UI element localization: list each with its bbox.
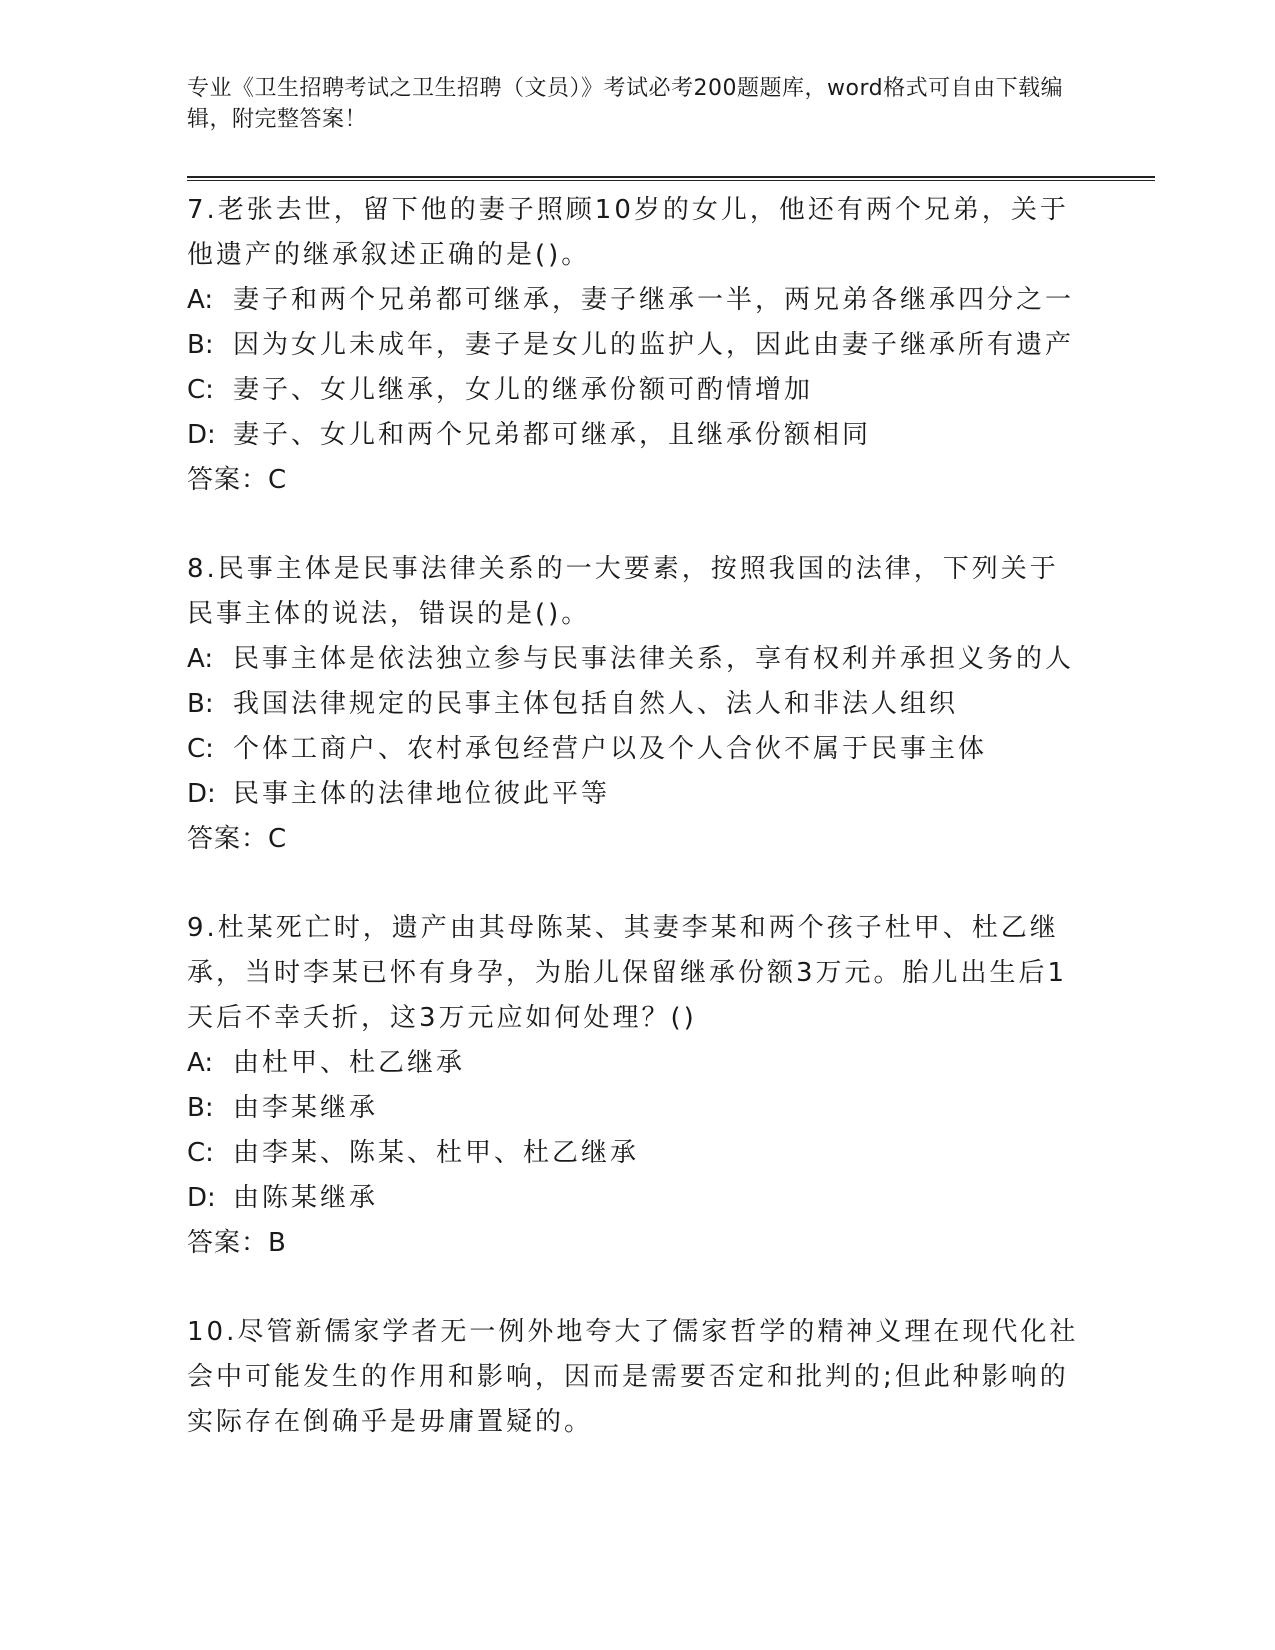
option-text: 我国法律规定的民事主体包括自然人、法人和非法人组织 [233, 689, 959, 719]
option-letter: A: [187, 1048, 214, 1078]
option-text: 妻子和两个兄弟都可继承，妻子继承一半，两兄弟各继承四分之一 [233, 285, 1075, 315]
option-letter: B: [187, 689, 214, 719]
option-a [187, 637, 1087, 682]
option-letter: D: [187, 420, 216, 450]
question-8 [187, 547, 1087, 862]
option-letter: B: [187, 330, 214, 360]
option-letter: B: [187, 1093, 214, 1123]
option-b [187, 1086, 1087, 1131]
option-letter: A: [187, 285, 214, 315]
option-text: 民事主体的法律地位彼此平等 [233, 779, 611, 809]
option-letter: C: [187, 734, 214, 764]
option-b [187, 323, 1087, 368]
option-text: 由陈某继承 [233, 1183, 379, 1213]
option-text: 妻子、女儿和两个兄弟都可继承，且继承份额相同 [233, 420, 872, 450]
option-d [187, 413, 1087, 458]
option-letter: C: [187, 375, 214, 405]
question-10 [187, 1310, 1087, 1445]
question-stem: 10.尽管新儒家学者无一例外地夸大了儒家哲学的精神义理在现代化社会中可能发生的作用和影响，因而是需要否定和批判的;但此种影响的实际存在倒确乎是毋庸置疑的。 [187, 1317, 1079, 1437]
option-c [187, 1131, 1087, 1176]
option-letter: D: [187, 1183, 216, 1213]
answer-line: 答案：C [187, 465, 288, 495]
option-letter: C: [187, 1138, 214, 1168]
question-stem: 9.杜某死亡时，遗产由其母陈某、其妻李某和两个孩子杜甲、杜乙继承，当时李某已怀有身孕，为胎儿保留继承份额3万元。胎儿出生后1天后不幸夭折，这3万元应如何处理？() [187, 913, 1068, 1033]
answer-line: 答案：C [187, 824, 288, 854]
option-c [187, 368, 1087, 413]
option-text: 个体工商户、农村承包经营户以及个人合伙不属于民事主体 [233, 734, 988, 764]
option-text: 民事主体是依法独立参与民事法律关系，享有权利并承担义务的人 [233, 644, 1075, 674]
question-7 [187, 188, 1087, 503]
option-text: 由杜甲、杜乙继承 [233, 1048, 466, 1078]
header-divider [187, 176, 1155, 181]
option-text: 由李某、陈某、杜甲、杜乙继承 [233, 1138, 640, 1168]
option-b [187, 682, 1087, 727]
option-a [187, 278, 1087, 323]
page-header: 专业《卫生招聘考试之卫生招聘（文员）》考试必考200题题库，word格式可自由下载编辑，附完整答案！ [187, 76, 1064, 132]
answer-line: 答案：B [187, 1228, 287, 1258]
option-letter: D: [187, 779, 216, 809]
option-d [187, 772, 1087, 817]
option-text: 因为女儿未成年，妻子是女儿的监护人，因此由妻子继承所有遗产 [233, 330, 1075, 360]
question-list [187, 188, 1087, 1489]
option-letter: A: [187, 644, 214, 674]
option-a [187, 1041, 1087, 1086]
question-stem: 7.老张去世，留下他的妻子照顾10岁的女儿，他还有两个兄弟，关于他遗产的继承叙述正确的是()。 [187, 195, 1069, 270]
option-d [187, 1176, 1087, 1221]
option-c [187, 727, 1087, 772]
option-text: 由李某继承 [233, 1093, 379, 1123]
option-text: 妻子、女儿继承，女儿的继承份额可酌情增加 [233, 375, 814, 405]
question-9 [187, 906, 1087, 1266]
question-stem: 8.民事主体是民事法律关系的一大要素，按照我国的法律，下列关于民事主体的说法，错误的是()。 [187, 554, 1059, 629]
